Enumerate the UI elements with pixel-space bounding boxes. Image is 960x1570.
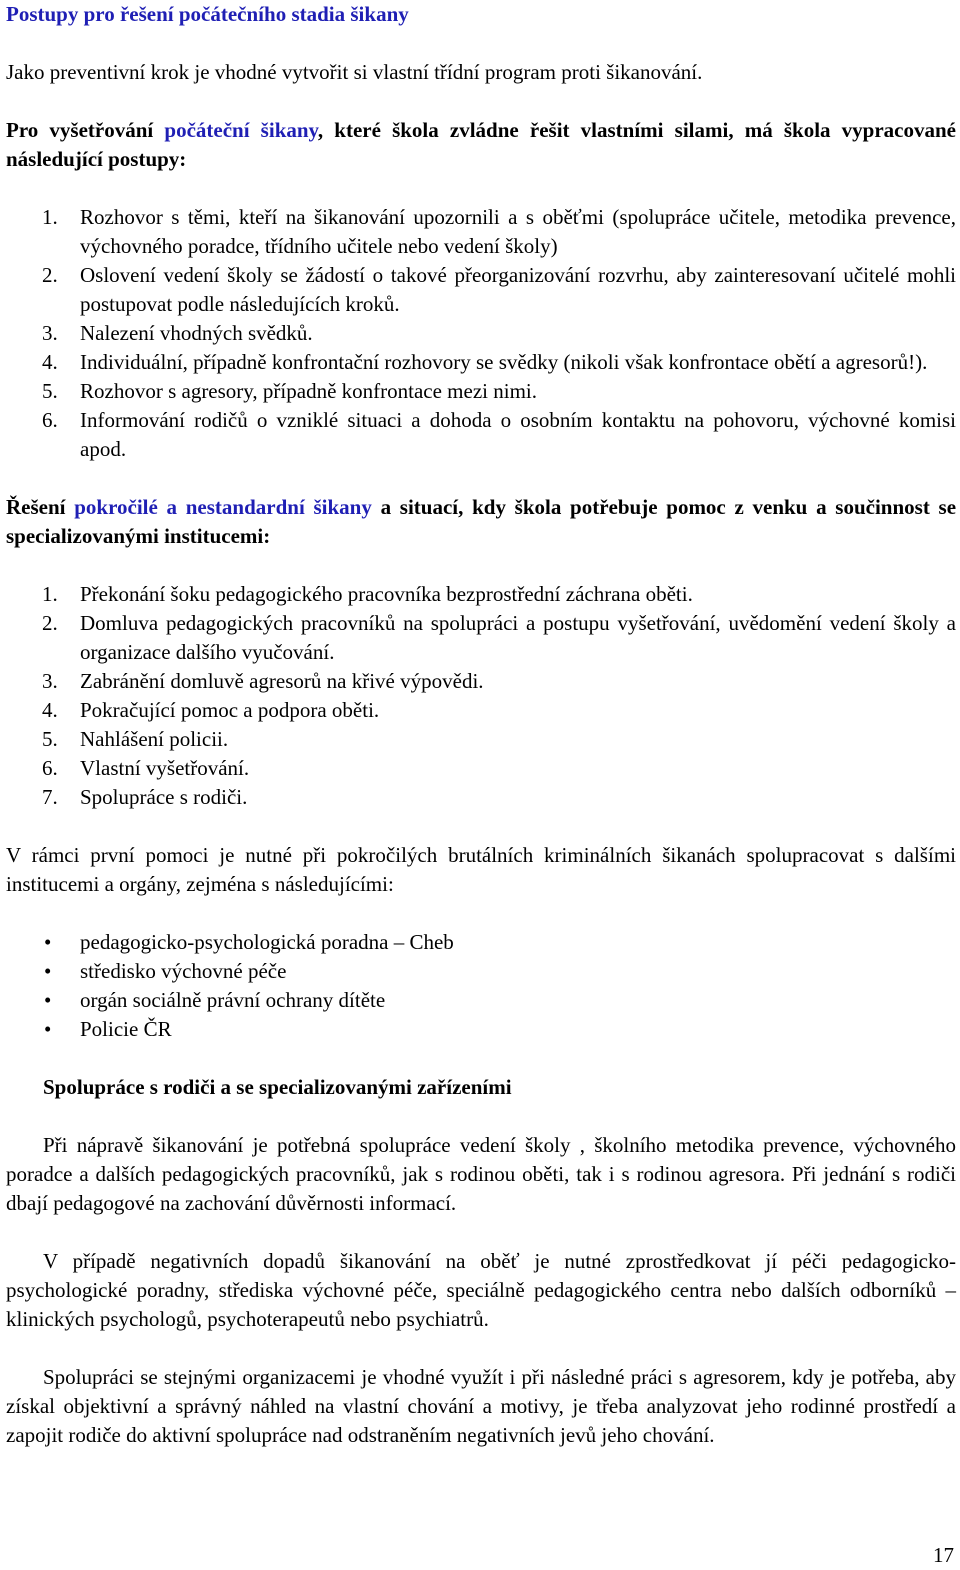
bullet-icon: • — [44, 1017, 52, 1041]
initial-lead-post: , které škola zvládne řešit vlastními silami, má škola vypracované následující postupy: — [6, 118, 956, 171]
document-page — [6, 0, 956, 1450]
list-item — [6, 754, 956, 783]
paragraph-aggressor-work: Spolupráci se stejnými organizacemi je vhodné využít i při následné práci s agresorem, kdy je potřeba, aby získal objektivní a správný náhled na vlastní chování a motivy, je třeba analyzovat jeho rodinné prostředí a zapojit rodiče do aktivní spolupráce nad odstraněním negativních jevů jeho chování. — [6, 1365, 956, 1447]
list-item-text: Překonání šoku pedagogického pracovníka bezprostřední záchrana oběti. — [80, 582, 693, 606]
list-item — [6, 725, 956, 754]
list-item-text: pedagogicko-psychologická poradna – Cheb — [80, 930, 454, 954]
initial-steps-list — [6, 203, 956, 464]
list-item-text: Policie ČR — [80, 1017, 172, 1041]
list-item-text: Zabránění domluvě agresorů na křivé výpovědi. — [80, 669, 484, 693]
list-item-number: 5. — [42, 379, 58, 403]
list-item-number: 6. — [42, 756, 58, 780]
list-item — [6, 667, 956, 696]
list-item — [6, 580, 956, 609]
list-item-number: 2. — [42, 611, 58, 635]
advanced-lead-pre: Řešení — [6, 495, 75, 519]
list-item-text: středisko výchovné péče — [80, 959, 287, 983]
bullet-icon: • — [44, 988, 52, 1012]
advanced-lead-post: a situací, kdy škola potřebuje pomoc z venku a součinnost se specializovanými institucemi: — [6, 495, 957, 548]
list-item — [6, 348, 956, 377]
list-item-number: 5. — [42, 727, 58, 751]
list-item-number: 3. — [42, 321, 58, 345]
advanced-steps-list — [6, 580, 956, 812]
list-item-text: Nalezení vhodných svědků. — [80, 321, 313, 345]
intro-paragraph: Jako preventivní krok je vhodné vytvořit si vlastní třídní program proti šikanování. — [6, 60, 703, 84]
list-item — [6, 406, 956, 464]
institutions-list — [6, 928, 956, 1044]
paragraph-cooperation: Při nápravě šikanování je potřebná spolupráce vedení školy , školního metodika prevence, výchovného poradce a dalších pedagogických pracovníků, jak s rodinou oběti, tak i s rodinou agresora. Při jednání s rodiči dbají pedagogové na zachování důvěrnosti informací. — [6, 1133, 956, 1215]
list-item — [6, 696, 956, 725]
cooperation-heading: Spolupráce s rodiči a se specializovanými zařízeními — [43, 1075, 512, 1099]
initial-bullying-lead — [6, 116, 956, 174]
list-item-text: Spolupráce s rodiči. — [80, 785, 248, 809]
page-number: 17 — [933, 1543, 954, 1567]
list-item-text: Rozhovor s těmi, kteří na šikanování upozornili a s oběťmi (spolupráce učitele, metodika prevence, výchovného poradce, třídního učitele nebo vedení školy) — [80, 205, 956, 258]
list-item-text: Domluva pedagogických pracovníků na spolupráci a postupu vyšetřování, uvědomění vedení školy a organizace dalšího vyučování. — [80, 611, 956, 664]
list-item-number: 1. — [42, 205, 58, 229]
list-item — [6, 203, 956, 261]
initial-lead-pre: Pro vyšetřování — [6, 118, 165, 142]
advanced-bullying-lead — [6, 493, 956, 551]
bullet-icon: • — [44, 959, 52, 983]
list-item — [6, 957, 956, 986]
list-item-text: Nahlášení policii. — [80, 727, 229, 751]
list-item — [6, 1015, 956, 1044]
list-item — [6, 377, 956, 406]
list-item-number: 2. — [42, 263, 58, 287]
list-item — [6, 261, 956, 319]
list-item-number: 3. — [42, 669, 58, 693]
list-item-text: Pokračující pomoc a podpora oběti. — [80, 698, 380, 722]
list-item-text: orgán sociálně právní ochrany dítěte — [80, 988, 386, 1012]
list-item — [6, 783, 956, 812]
list-item — [6, 319, 956, 348]
advanced-lead-highlight: pokročilé a nestandardní šikany — [74, 495, 372, 519]
list-item — [6, 609, 956, 667]
list-item-text: Rozhovor s agresory, případně konfrontace mezi nimi. — [80, 379, 537, 403]
section-heading: Postupy pro řešení počátečního stadia šikany — [6, 2, 409, 26]
list-item-text: Vlastní vyšetřování. — [80, 756, 250, 780]
list-item-text: Oslovení vedení školy se žádostí o takové přeorganizování rozvrhu, aby zainteresovaní učitelé mohli postupovat podle následujících kroků. — [80, 263, 956, 316]
bullet-icon: • — [44, 930, 52, 954]
list-item — [6, 986, 956, 1015]
list-item-text: Individuální, případně konfrontační rozhovory se svědky (nikoli však konfrontace obětí a agresorů!). — [80, 350, 928, 374]
list-item-number: 6. — [42, 408, 58, 432]
list-item-number: 7. — [42, 785, 58, 809]
list-item-number: 4. — [42, 350, 58, 374]
paragraph-negative-impacts: V případě negativních dopadů šikanování na oběť je nutné zprostředkovat jí péči pedagogicko-psychologické poradny, střediska výchovné péče, speciálně pedagogického centra nebo dalších odborníků – klinických psychologů, psychoterapeutů nebo psychiatrů. — [6, 1249, 956, 1331]
initial-lead-highlight: počáteční šikany — [164, 118, 318, 142]
list-item-text: Informování rodičů o vzniklé situaci a dohoda o osobním kontaktu na pohovoru, výchovné komisi apod. — [80, 408, 956, 461]
list-item-number: 1. — [42, 582, 58, 606]
list-item-number: 4. — [42, 698, 58, 722]
first-aid-paragraph: V rámci první pomoci je nutné při pokročilých brutálních kriminálních šikanách spolupracovat s dalšími institucemi a orgány, zejména s následujícími: — [6, 843, 956, 896]
list-item — [6, 928, 956, 957]
